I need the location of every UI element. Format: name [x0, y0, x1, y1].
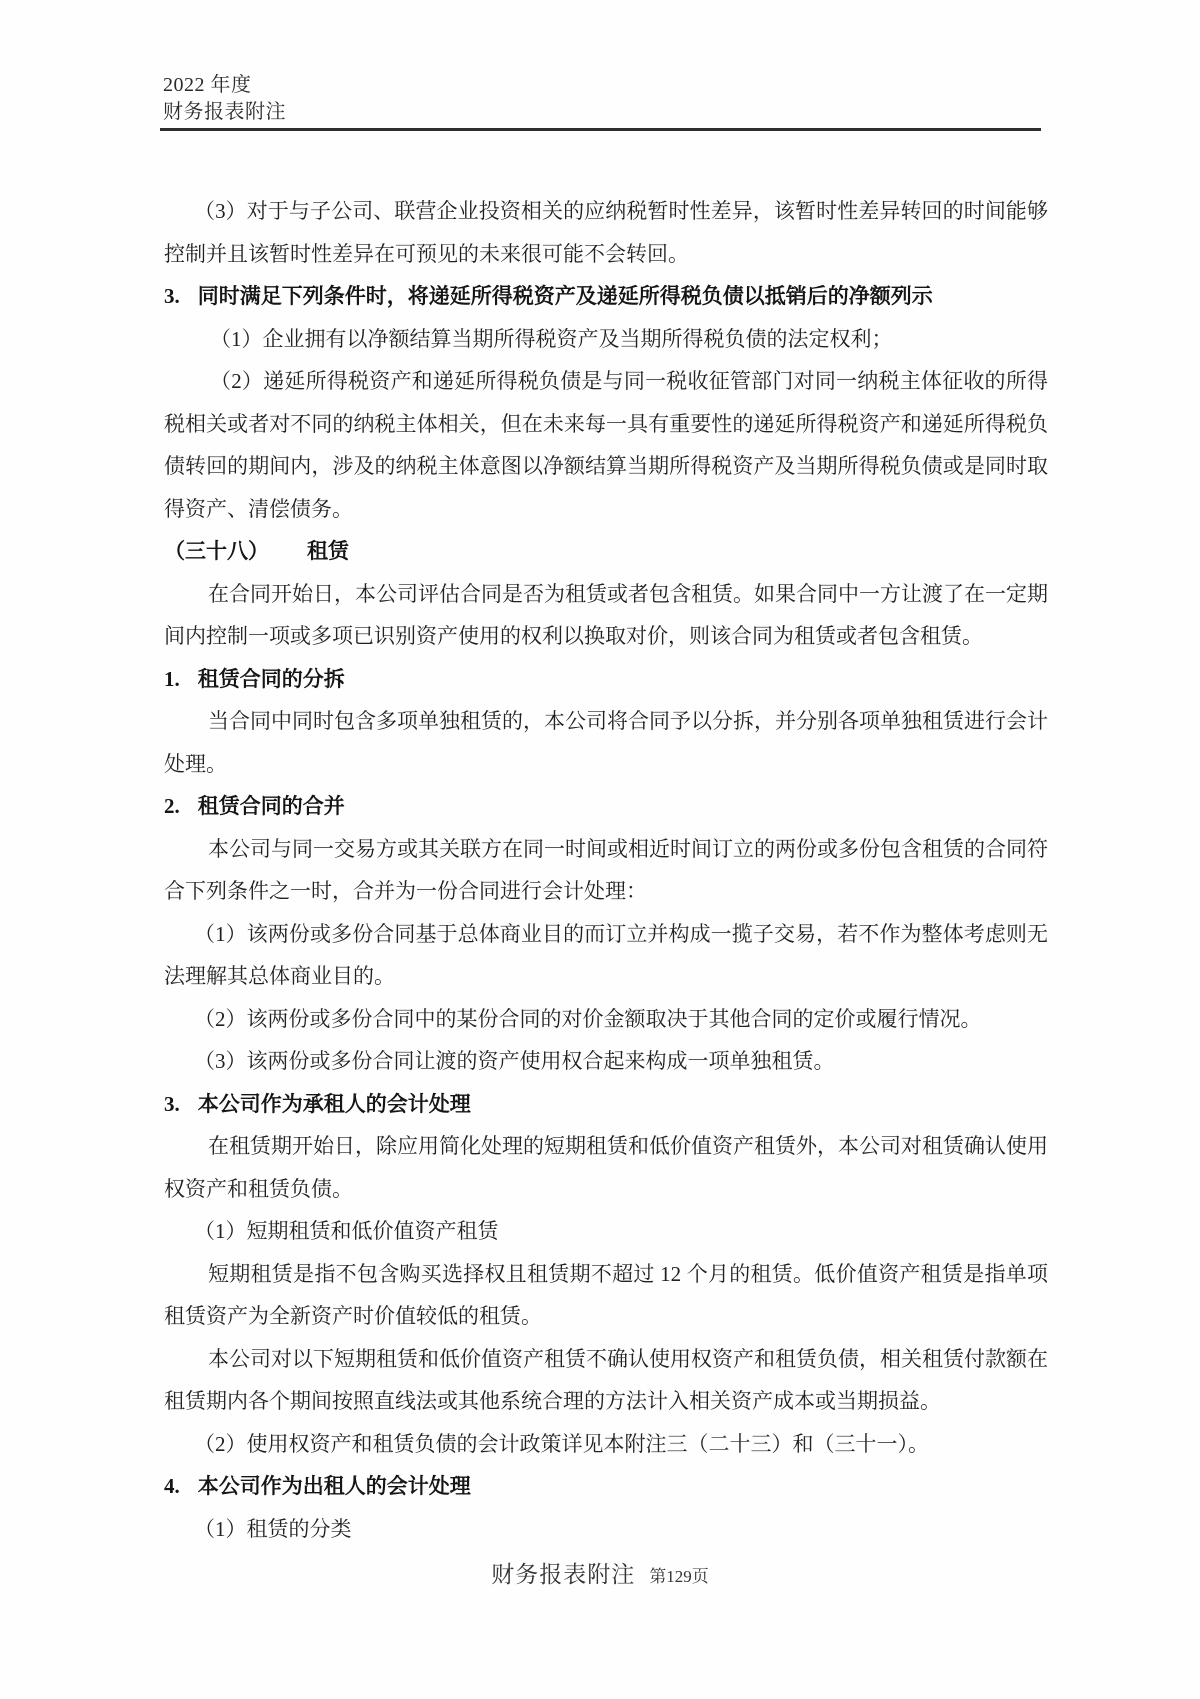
heading-number: 4.	[164, 1474, 180, 1498]
paragraph-lease-classification: （1）租赁的分类	[194, 1516, 352, 1541]
numbered-heading-lessor-accounting	[164, 1465, 1048, 1508]
heading-title: 本公司作为承租人的会计处理	[197, 1091, 471, 1116]
heading-number: 3.	[164, 1091, 180, 1116]
paragraph-merge-condition-2: （2）该两份或多份合同中的某份合同的对价金额取决于其他合同的定价或履行情况。	[194, 1006, 982, 1031]
numbered-heading-net-offset	[164, 275, 1048, 318]
paragraph-short-term-definition: 短期租赁是指不包含购买选择权且租赁期不超过 12 个月的租赁。低价值资产租赁是指单项租赁资产为全新资产时价值较低的租赁。	[164, 1261, 1048, 1328]
heading-number: 2.	[164, 794, 180, 818]
header-year-line: 2022 年度	[163, 74, 252, 96]
paragraph-merge-condition-3: （3）该两份或多份合同让渡的资产使用权合起来构成一项单独租赁。	[194, 1049, 835, 1073]
paragraph-lease-merge-intro: 本公司与同一交易方或其关联方在同一时间或相近时间订立的两份或多份包含租赁的合同符合下列条件之一时，合并为一份合同进行会计处理：	[164, 836, 1048, 903]
numbered-heading-lessee-accounting	[164, 1083, 1048, 1126]
document-body	[164, 190, 1048, 1550]
footer-page-number: 第129页	[649, 1567, 709, 1586]
section-number: （三十八）	[164, 539, 269, 563]
numbered-heading-lease-split	[164, 658, 1048, 701]
sub-item-legal-right: （1）企业拥有以净额结算当期所得税资产及当期所得税负债的法定权利；	[210, 326, 893, 351]
header-doc-title-line: 财务报表附注	[163, 101, 286, 123]
heading-title: 租赁合同的分拆	[197, 666, 345, 691]
page-footer	[0, 1556, 1200, 1589]
numbered-heading-lease-merge	[164, 785, 1048, 828]
sub-item-same-tax-authority: （2）递延所得税资产和递延所得税负债是与同一税收征管部门对同一纳税主体征收的所得税相关或者对不同的纳税主体相关，但在未来每一具有重要性的递延所得税资产和递延所得税负债转回的期间内，涉及的纳税主体意图以净额结算当期所得税资产及当期所得税负债或是同时取得资产、清偿债务。	[164, 369, 1048, 521]
paragraph-short-term-low-value-heading: （1）短期租赁和低价值资产租赁	[194, 1219, 499, 1243]
paragraph-short-term-treatment: 本公司对以下短期租赁和低价值资产租赁不确认使用权资产和租赁负债，相关租赁付款额在租赁期内各个期间按照直线法或其他系统合理的方法计入相关资产成本或当期损益。	[164, 1346, 1048, 1413]
heading-number: 1.	[164, 666, 180, 691]
paragraph-taxable-temporary-difference: （3）对于与子公司、联营企业投资相关的应纳税暂时性差异，该暂时性差异转回的时间能够控制并且该暂时性差异在可预见的未来很可能不会转回。	[164, 199, 1048, 266]
heading-number: 3.	[164, 284, 180, 308]
heading-title: 租赁合同的合并	[197, 794, 345, 818]
heading-title: 同时满足下列条件时，将递延所得税资产及递延所得税负债以抵销后的净额列示	[197, 284, 933, 308]
paragraph-lessee-recognition: 在租赁期开始日，除应用简化处理的短期租赁和低价值资产租赁外，本公司对租赁确认使用权资产和租赁负债。	[164, 1134, 1048, 1201]
heading-title: 本公司作为出租人的会计处理	[197, 1474, 471, 1498]
page-header	[163, 72, 286, 126]
header-rule	[160, 128, 1041, 131]
section-heading-lease	[164, 530, 1048, 573]
paragraph-lease-definition: 在合同开始日，本公司评估合同是否为租赁或者包含租赁。如果合同中一方让渡了在一定期间内控制一项或多项已识别资产使用的权利以换取对价，则该合同为租赁或者包含租赁。	[164, 581, 1048, 648]
paragraph-right-of-use-policy-ref: （2）使用权资产和租赁负债的会计政策详见本附注三（二十三）和（三十一）。	[194, 1431, 929, 1456]
section-title: 租赁	[307, 539, 349, 563]
paragraph-merge-condition-1: （1）该两份或多份合同基于总体商业目的而订立并构成一揽子交易，若不作为整体考虑则无法理解其总体商业目的。	[164, 921, 1048, 988]
footer-doc-title: 财务报表附注	[491, 1562, 636, 1587]
paragraph-lease-split: 当合同中同时包含多项单独租赁的，本公司将合同予以分拆，并分别各项单独租赁进行会计处理。	[164, 709, 1048, 776]
